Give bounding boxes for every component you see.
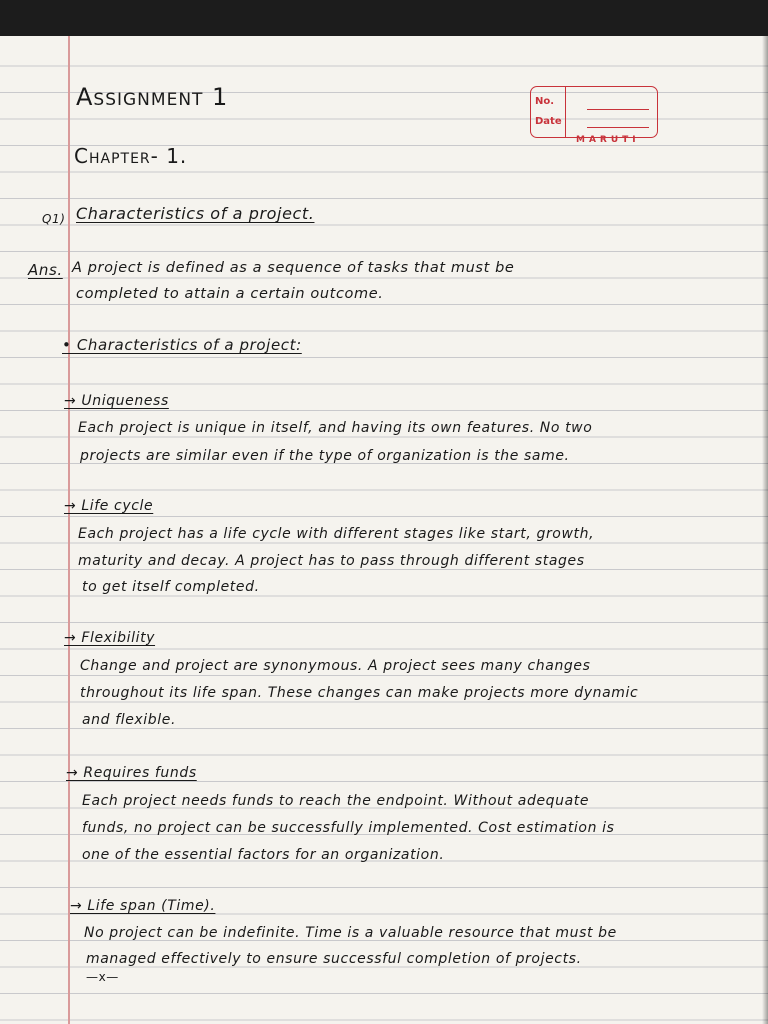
point-line: Each project is unique in itself, and having its own features. No two [78,420,593,436]
point-line: funds, no project can be successfully implemented. Cost estimation is [82,820,615,836]
stamp-no-label: No. [535,96,555,107]
stamp-date-label: Date [535,116,562,127]
answer-label: Ans. [28,261,63,279]
point-line: managed effectively to ensure successful completion of projects. [86,951,582,967]
question-text: Characteristics of a project. [76,204,315,223]
no-date-stamp [530,86,658,138]
stamp-date-rule [587,127,649,128]
point-heading: → Requires funds [66,765,197,781]
point-line: projects are similar even if the type of organization is the same. [80,448,570,464]
margin-line [68,36,70,1024]
question-label: Q1) [42,212,66,226]
point-line: No project can be indefinite. Time is a valuable resource that must be [84,925,617,941]
page-edge-shadow [762,36,768,1024]
point-heading: → Life cycle [64,498,154,514]
stamp-no-rule [587,109,649,110]
point-line: Each project needs funds to reach the endpoint. Without adequate [82,793,590,809]
point-heading: → Uniqueness [64,393,169,409]
point-line: and flexible. [82,712,177,728]
brand-name: MARUTI [576,135,640,145]
point-line: Each project has a life cycle with different stages like start, growth, [78,526,595,542]
point-line: throughout its life span. These changes can make projects more dynamic [80,685,639,701]
point-line: one of the essential factors for an organization. [82,847,445,863]
answer-line: A project is defined as a sequence of tasks that must be [72,260,515,276]
point-heading: → Flexibility [64,630,156,646]
stamp-label-column [531,87,566,137]
point-line: Change and project are synonymous. A project sees many changes [80,658,591,674]
assignment-title: Assignment 1 [76,83,229,111]
end-mark: —x— [86,970,119,984]
section-title: • Characteristics of a project: [62,336,302,354]
point-line: to get itself completed. [82,579,260,595]
chapter-title: Chapter- 1. [74,144,188,168]
point-heading: → Life span (Time). [70,898,216,914]
point-line: maturity and decay. A project has to pass through different stages [78,553,585,569]
notebook-page [0,36,768,1024]
answer-line: completed to attain a certain outcome. [76,286,384,302]
